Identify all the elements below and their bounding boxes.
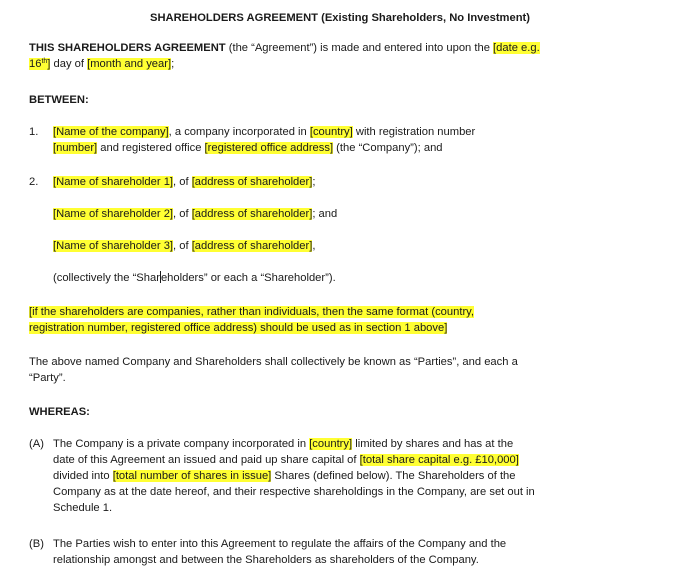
- intro-text-3: ;: [171, 58, 175, 70]
- recital-a-text-7: Schedule 1.: [53, 502, 113, 514]
- placeholder-shareholder-1: [Name of shareholder 1]: [53, 176, 174, 188]
- intro-text-2: day of: [50, 58, 88, 70]
- shareholder-1-line: [53, 174, 663, 190]
- whereas-heading: WHEREAS:: [29, 406, 90, 418]
- parties-paragraph: [29, 354, 659, 386]
- recital-a-text-5: Shares (defined below). The Shareholders of the: [271, 470, 516, 482]
- parties-line-2: “Party”.: [29, 372, 66, 384]
- placeholder-registration-number: [number]: [53, 142, 98, 154]
- placeholder-total-shares: [total number of shares in issue]: [112, 470, 272, 482]
- recital-b-paragraph: [53, 536, 663, 568]
- format-note: [29, 304, 659, 336]
- placeholder-country: [country]: [309, 126, 353, 138]
- recital-b-line-1: The Parties wish to enter into this Agreement to regulate the affairs of the Company and the: [53, 538, 507, 550]
- intro-lead: THIS SHAREHOLDERS AGREEMENT: [29, 42, 226, 54]
- placeholder-date-day-num: 16: [29, 58, 42, 70]
- placeholder-registered-office: [registered office address]: [204, 142, 334, 154]
- placeholder-recital-country: [country]: [309, 438, 353, 450]
- shareholder-1-end: ;: [312, 176, 316, 188]
- recital-a-text-4: divided into: [53, 470, 113, 482]
- party-1-paragraph: [53, 124, 663, 156]
- collectively-text-b: eholders” or each a “Shareholder”).: [160, 272, 336, 284]
- placeholder-shareholder-2-address: [address of shareholder]: [191, 208, 313, 220]
- party-1-text-1: , a company incorporated in: [168, 126, 310, 138]
- placeholder-share-capital: [total share capital e.g. £10,000]: [359, 454, 519, 466]
- placeholder-shareholder-1-address: [address of shareholder]: [191, 176, 313, 188]
- placeholder-date-day: [29, 58, 50, 70]
- recital-a-text-6: Company as at the date hereof, and their respective shareholdings in the Company, are set out in: [53, 486, 535, 498]
- format-note-line-1: [if the shareholders are companies, rather than individuals, then the same format (country,: [29, 306, 475, 318]
- party-1-text-2: with registration number: [352, 126, 476, 138]
- recital-a-paragraph: [53, 436, 663, 516]
- shareholder-1-of: , of: [173, 176, 192, 188]
- shareholder-2-of: , of: [173, 208, 192, 220]
- party-1-text-4: (the “Company”); and: [333, 142, 443, 154]
- shareholder-2-line: [53, 206, 663, 222]
- placeholder-date-close: ]: [47, 58, 51, 70]
- placeholder-shareholder-3-address: [address of shareholder]: [191, 240, 313, 252]
- shareholder-3-of: , of: [173, 240, 192, 252]
- placeholder-shareholder-2: [Name of shareholder 2]: [53, 208, 174, 220]
- placeholder-company-name: [Name of the company]: [53, 126, 169, 138]
- placeholder-date: [date e.g.: [493, 42, 540, 54]
- recital-b-line-2: relationship amongst and between the Shareholders as shareholders of the Company.: [53, 554, 479, 566]
- between-heading: BETWEEN:: [29, 94, 89, 106]
- recital-a-label: (A): [29, 438, 44, 450]
- recital-a-text-1: The Company is a private company incorporated in: [53, 438, 310, 450]
- intro-paragraph: [29, 40, 659, 72]
- collectively-line: [53, 270, 663, 286]
- shareholder-3-end: ,: [312, 240, 316, 252]
- party-1-number: 1.: [29, 126, 39, 138]
- party-2-number: 2.: [29, 176, 39, 188]
- shareholder-3-line: [53, 238, 663, 254]
- placeholder-month-year: [month and year]: [87, 58, 172, 70]
- document-title: SHAREHOLDERS AGREEMENT (Existing Shareholders, No Investment): [149, 12, 530, 24]
- intro-text-1: (the “Agreement”) is made and entered into upon the: [225, 42, 494, 54]
- shareholder-2-end: ; and: [312, 208, 338, 220]
- recital-a-text-3: date of this Agreement an issued and paid up share capital of: [53, 454, 360, 466]
- parties-line-1: The above named Company and Shareholders shall collectively be known as “Parties”, and each a: [29, 356, 518, 368]
- recital-b-label: (B): [29, 538, 44, 550]
- placeholder-shareholder-3: [Name of shareholder 3]: [53, 240, 174, 252]
- placeholder-date-suffix: th: [41, 58, 48, 65]
- collectively-text-a: (collectively the “Shar: [53, 272, 160, 284]
- party-1-text-3: and registered office: [97, 142, 205, 154]
- recital-a-text-2: limited by shares and has at the: [352, 438, 514, 450]
- format-note-line-2: registration number, registered office address) should be used as in section 1 above]: [29, 322, 448, 334]
